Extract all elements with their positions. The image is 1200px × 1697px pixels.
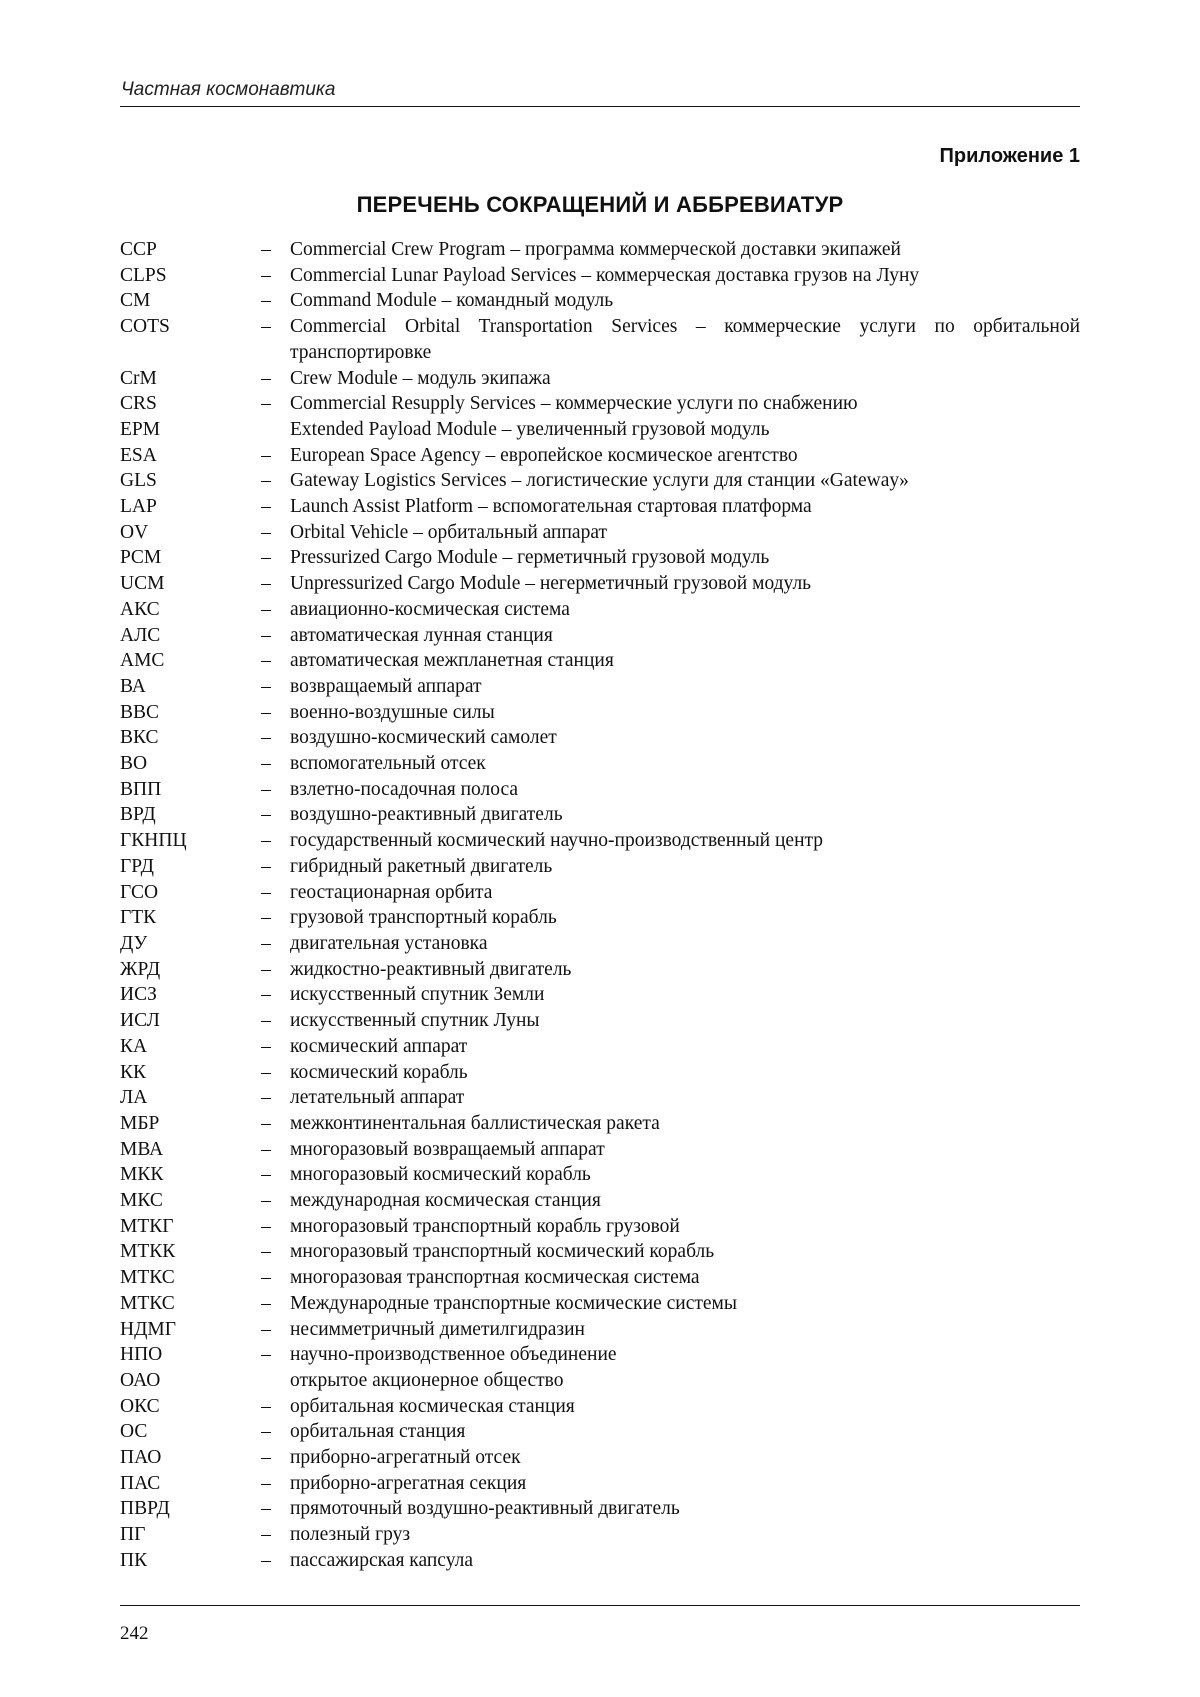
abbreviation-term: ГКНПЦ: [120, 830, 187, 852]
abbreviation-term: UCM: [120, 573, 165, 595]
abbreviation-row: [120, 1085, 1080, 1111]
abbreviation-term: ВРД: [120, 804, 156, 826]
abbreviation-row: [120, 391, 1080, 417]
abbreviation-row: [120, 957, 1080, 983]
abbreviation-definition: Pressurized Cargo Module – герметичный грузовой модуль: [290, 547, 770, 569]
abbreviation-term: ГТК: [120, 907, 157, 929]
abbreviation-term: ПГ: [120, 1524, 146, 1546]
abbreviation-dash: –: [261, 1498, 271, 1520]
appendix-label: Приложение 1: [939, 145, 1080, 167]
abbreviation-definition: двигательная установка: [290, 932, 488, 954]
abbreviation-definition: приборно-агрегатная секция: [290, 1472, 527, 1494]
abbreviation-dash: –: [261, 496, 271, 518]
abbreviation-definition: взлетно-посадочная полоса: [290, 778, 519, 800]
abbreviation-row: [120, 854, 1080, 880]
abbreviation-dash: –: [261, 1190, 271, 1212]
abbreviation-row: [120, 1496, 1080, 1522]
abbreviation-definition: искусственный спутник Луны: [290, 1010, 540, 1032]
abbreviation-row: [120, 314, 1080, 365]
abbreviation-definition: государственный космический научно-производственный центр: [290, 830, 824, 852]
abbreviation-dash: –: [261, 444, 271, 466]
abbreviation-dash: –: [261, 1138, 271, 1160]
abbreviation-dash: –: [261, 624, 271, 646]
abbreviation-definition: Commercial Orbital Transportation Services – коммерческие услуги по орбитальной транспортировке: [290, 316, 1080, 363]
abbreviation-definition: несимметричный диметилгидразин: [290, 1318, 585, 1340]
abbreviation-term: ESA: [120, 444, 157, 466]
abbreviation-definition: многоразовый транспортный космический корабль: [290, 1241, 715, 1263]
abbreviation-dash: –: [261, 547, 271, 569]
abbreviation-row: [120, 648, 1080, 674]
abbreviation-dash: –: [261, 1164, 271, 1186]
abbreviation-dash: –: [261, 316, 271, 338]
abbreviation-definition: автоматическая межпланетная станция: [290, 650, 614, 672]
abbreviation-term: МТКК: [120, 1241, 176, 1263]
abbreviation-definition: Международные транспортные космические системы: [290, 1292, 737, 1314]
abbreviation-dash: –: [261, 1524, 271, 1546]
abbreviation-dash: –: [261, 598, 271, 620]
abbreviation-definition: полезный груз: [290, 1524, 411, 1546]
abbreviation-dash: –: [261, 290, 271, 312]
abbreviation-term: ЖРД: [120, 958, 161, 980]
abbreviation-dash: –: [261, 958, 271, 980]
abbreviation-term: ВА: [120, 675, 146, 697]
abbreviation-term: ОС: [120, 1421, 148, 1443]
abbreviation-dash: –: [261, 1344, 271, 1366]
abbreviation-dash: –: [261, 1267, 271, 1289]
abbreviation-term: LAP: [120, 496, 157, 518]
abbreviation-row: [120, 1522, 1080, 1548]
abbreviation-row: [120, 417, 1080, 443]
abbreviation-term: МКК: [120, 1164, 164, 1186]
abbreviation-term: КК: [120, 1061, 147, 1083]
document-page: [120, 78, 1080, 1574]
abbreviation-row: [120, 931, 1080, 957]
abbreviation-term: КА: [120, 1035, 148, 1057]
abbreviation-term: CrM: [120, 367, 157, 389]
abbreviation-term: АКС: [120, 598, 160, 620]
abbreviation-dash: –: [261, 573, 271, 595]
abbreviation-term: ПАО: [120, 1447, 162, 1469]
abbreviation-row: [120, 1419, 1080, 1445]
abbreviation-definition: авиационно-космическая система: [290, 598, 570, 620]
abbreviation-row: [120, 725, 1080, 751]
abbreviation-definition: многоразовая транспортная космическая система: [290, 1267, 700, 1289]
abbreviation-dash: –: [261, 1318, 271, 1340]
abbreviation-row: [120, 263, 1080, 289]
abbreviation-dash: –: [261, 1241, 271, 1263]
abbreviation-row: [120, 1291, 1080, 1317]
abbreviation-row: [120, 520, 1080, 546]
abbreviation-definition: военно-воздушные силы: [290, 701, 495, 723]
page-number: 242: [120, 1623, 149, 1644]
abbreviation-definition: Commercial Lunar Payload Services – коммерческая доставка грузов на Луну: [290, 264, 920, 286]
abbreviation-definition: возвращаемый аппарат: [290, 675, 482, 697]
abbreviation-dash: –: [261, 753, 271, 775]
abbreviation-row: [120, 674, 1080, 700]
abbreviation-term: МБР: [120, 1112, 160, 1134]
abbreviation-dash: –: [261, 778, 271, 800]
abbreviation-term: ПК: [120, 1549, 148, 1571]
abbreviation-definition: открытое акционерное общество: [290, 1369, 564, 1391]
abbreviation-row: [120, 597, 1080, 623]
abbreviation-term: OV: [120, 521, 149, 543]
abbreviation-definition: пассажирская капсула: [290, 1549, 473, 1571]
abbreviation-term: НДМГ: [120, 1318, 176, 1340]
abbreviation-definition: Commercial Resupply Services – коммерческие услуги по снабжению: [290, 393, 858, 415]
abbreviation-term: ЛА: [120, 1087, 148, 1109]
abbreviation-dash: –: [261, 1061, 271, 1083]
abbreviation-dash: –: [261, 701, 271, 723]
abbreviation-term: EPM: [120, 418, 161, 440]
abbreviation-definition: орбитальная станция: [290, 1421, 466, 1443]
abbreviation-dash: –: [261, 1395, 271, 1417]
abbreviation-term: GLS: [120, 470, 157, 492]
abbreviation-dash: –: [261, 830, 271, 852]
abbreviation-row: [120, 1188, 1080, 1214]
abbreviation-row: [120, 982, 1080, 1008]
abbreviation-row: [120, 1265, 1080, 1291]
abbreviation-row: [120, 545, 1080, 571]
abbreviation-term: МТКС: [120, 1292, 175, 1314]
abbreviation-dash: –: [261, 804, 271, 826]
abbreviation-term: ГСО: [120, 881, 159, 903]
abbreviation-definition: гибридный ракетный двигатель: [290, 855, 553, 877]
abbreviation-definition: орбитальная космическая станция: [290, 1395, 575, 1417]
abbreviation-term: МТКГ: [120, 1215, 174, 1237]
abbreviation-definition: межконтинентальная баллистическая ракета: [290, 1112, 660, 1134]
abbreviation-definition: Launch Assist Platform – вспомогательная стартовая платформа: [290, 496, 812, 518]
abbreviation-row: [120, 1034, 1080, 1060]
abbreviation-row: [120, 1445, 1080, 1471]
abbreviation-term: МКС: [120, 1190, 163, 1212]
abbreviation-row: [120, 443, 1080, 469]
running-header: Частная космонавтика: [120, 78, 1080, 107]
abbreviation-row: [120, 1368, 1080, 1394]
abbreviation-term: ОКС: [120, 1395, 160, 1417]
abbreviation-dash: –: [261, 393, 271, 415]
abbreviation-definition: Orbital Vehicle – орбитальный аппарат: [290, 521, 607, 543]
abbreviation-dash: –: [261, 1215, 271, 1237]
abbreviation-row: [120, 288, 1080, 314]
abbreviation-dash: –: [261, 239, 271, 260]
abbreviation-definition: вспомогательный отсек: [290, 753, 486, 775]
abbreviation-definition: геостационарная орбита: [290, 881, 493, 903]
abbreviation-term: ИСЗ: [120, 984, 157, 1006]
abbreviation-row: [120, 828, 1080, 854]
abbreviation-row: [120, 1342, 1080, 1368]
abbreviation-term: COTS: [120, 316, 170, 338]
abbreviation-term: МТКС: [120, 1267, 175, 1289]
abbreviation-definition: научно-производственное объединение: [290, 1344, 617, 1366]
abbreviation-term: PCM: [120, 547, 162, 569]
abbreviation-row: [120, 494, 1080, 520]
abbreviation-dash: –: [261, 984, 271, 1006]
abbreviation-row: [120, 905, 1080, 931]
abbreviation-row: [120, 802, 1080, 828]
abbreviation-dash: [245, 1368, 287, 1394]
abbreviation-definition: многоразовый транспортный корабль грузовой: [290, 1215, 680, 1237]
abbreviation-term: ДУ: [120, 932, 148, 954]
abbreviation-row: [120, 1239, 1080, 1265]
abbreviation-dash: –: [261, 675, 271, 697]
abbreviation-term: CLPS: [120, 264, 167, 286]
abbreviation-row: [120, 571, 1080, 597]
abbreviation-term: МВА: [120, 1138, 164, 1160]
abbreviation-definition: многоразовый космический корабль: [290, 1164, 591, 1186]
abbreviation-row: [120, 751, 1080, 777]
abbreviation-row: [120, 1060, 1080, 1086]
abbreviation-row: [120, 468, 1080, 494]
page-title: ПЕРЕЧЕНЬ СОКРАЩЕНИЙ И АББРЕВИАТУР: [356, 192, 844, 217]
abbreviation-definition: Crew Module – модуль экипажа: [290, 367, 551, 389]
abbreviation-dash: –: [261, 932, 271, 954]
abbreviation-row: [120, 1008, 1080, 1034]
abbreviation-dash: [245, 417, 287, 443]
abbreviation-row: [120, 700, 1080, 726]
abbreviation-definition: космический корабль: [290, 1061, 468, 1083]
abbreviation-dash: –: [261, 1472, 271, 1494]
abbreviation-term: CM: [120, 290, 151, 312]
abbreviation-dash: –: [261, 367, 271, 389]
abbreviation-dash: –: [261, 1292, 271, 1314]
abbreviation-definition: летательный аппарат: [290, 1087, 465, 1109]
abbreviation-row: [120, 1137, 1080, 1163]
abbreviation-dash: –: [261, 1035, 271, 1057]
abbreviation-definition: воздушно-реактивный двигатель: [290, 804, 563, 826]
abbreviation-definition: Gateway Logistics Services – логистические услуги для станции «Gateway»: [290, 470, 909, 492]
abbreviation-definition: воздушно-космический самолет: [290, 727, 557, 749]
abbreviation-dash: –: [261, 1447, 271, 1469]
abbreviation-definition: прямоточный воздушно-реактивный двигатель: [290, 1498, 680, 1520]
abbreviation-row: [120, 1214, 1080, 1240]
abbreviation-dash: –: [261, 1010, 271, 1032]
abbreviation-term: ВКС: [120, 727, 159, 749]
abbreviation-row: [120, 1162, 1080, 1188]
abbreviation-dash: –: [261, 727, 271, 749]
abbreviation-dash: –: [261, 1549, 271, 1571]
abbreviation-term: ПВРД: [120, 1498, 170, 1520]
abbreviation-definition: приборно-агрегатный отсек: [290, 1447, 521, 1469]
abbreviation-dash: –: [261, 1087, 271, 1109]
abbreviation-row: [120, 777, 1080, 803]
abbreviation-term: CCP: [120, 239, 157, 260]
abbreviation-definition: European Space Agency – европейское космическое агентство: [290, 444, 798, 466]
abbreviation-definition: космический аппарат: [290, 1035, 468, 1057]
abbreviation-definition: Extended Payload Module – увеличенный грузовой модуль: [290, 418, 770, 440]
abbreviation-definition: Unpressurized Cargo Module – негерметичный грузовой модуль: [290, 573, 812, 595]
abbreviation-term: ВВС: [120, 701, 160, 723]
abbreviation-row: [120, 237, 1080, 263]
abbreviation-row: [120, 1111, 1080, 1137]
abbreviation-term: CRS: [120, 393, 157, 415]
abbreviation-definition: жидкостно-реактивный двигатель: [290, 958, 572, 980]
abbreviation-term: АМС: [120, 650, 165, 672]
abbreviation-dash: –: [261, 855, 271, 877]
abbreviation-row: [120, 366, 1080, 392]
abbreviation-definition: искусственный спутник Земли: [290, 984, 545, 1006]
abbreviation-term: НПО: [120, 1344, 163, 1366]
abbreviation-definition: автоматическая лунная станция: [290, 624, 553, 646]
abbreviation-list: [120, 237, 1080, 1574]
abbreviation-term: ИСЛ: [120, 1010, 160, 1032]
abbreviation-definition: грузовой транспортный корабль: [290, 907, 557, 929]
abbreviation-definition: международная космическая станция: [290, 1190, 601, 1212]
abbreviation-row: [120, 880, 1080, 906]
abbreviation-term: ПАС: [120, 1472, 161, 1494]
abbreviation-dash: –: [261, 1421, 271, 1443]
abbreviation-dash: –: [261, 264, 271, 286]
abbreviation-term: ВПП: [120, 778, 162, 800]
abbreviation-row: [120, 1394, 1080, 1420]
abbreviation-term: АЛС: [120, 624, 161, 646]
page-footer: [120, 1605, 1080, 1646]
abbreviation-definition: Command Module – командный модуль: [290, 290, 614, 312]
abbreviation-row: [120, 1548, 1080, 1574]
abbreviation-definition: многоразовый возвращаемый аппарат: [290, 1138, 605, 1160]
abbreviation-dash: –: [261, 1112, 271, 1134]
abbreviation-row: [120, 623, 1080, 649]
abbreviation-dash: –: [261, 521, 271, 543]
abbreviation-dash: –: [261, 881, 271, 903]
abbreviation-term: ГРД: [120, 855, 154, 877]
abbreviation-dash: –: [261, 907, 271, 929]
abbreviation-term: ОАО: [120, 1369, 161, 1391]
abbreviation-row: [120, 1317, 1080, 1343]
abbreviation-row: [120, 1471, 1080, 1497]
abbreviation-dash: –: [261, 470, 271, 492]
abbreviation-definition: Commercial Crew Program – программа коммерческой доставки экипажей: [290, 239, 901, 260]
abbreviation-dash: –: [261, 650, 271, 672]
abbreviation-term: ВО: [120, 753, 148, 775]
